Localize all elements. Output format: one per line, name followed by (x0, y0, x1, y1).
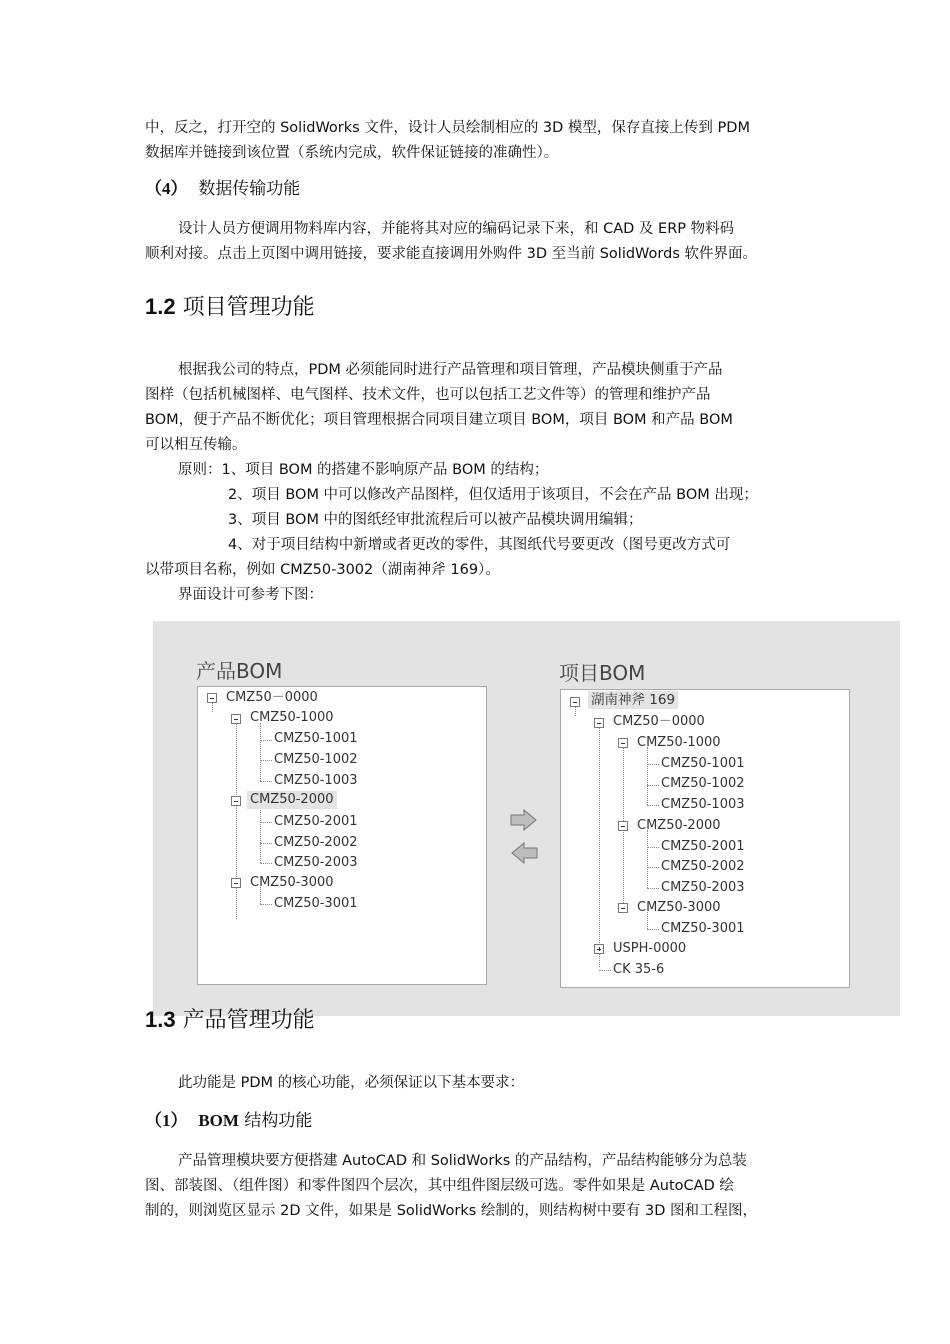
subsection-heading: （4） 数据传输功能 (145, 179, 301, 199)
tree-node[interactable]: CMZ50-1003 (661, 797, 745, 812)
tree-node[interactable]: CMZ50-1001 (661, 756, 745, 771)
paragraph-line: 数据库并链接到该位置（系统内完成，软件保证链接的准确性）。 (145, 145, 559, 161)
tree-node[interactable]: CMZ50-1002 (274, 752, 358, 767)
tree-node[interactable]: CMZ50-3000 (250, 875, 334, 890)
expand-icon[interactable] (594, 944, 604, 954)
paragraph-line: 图、部装图、（组件图）和零件图四个层次，其中组件图层级可选。零件如果是 AutoCAD 绘 (145, 1178, 734, 1194)
collapse-icon[interactable] (594, 718, 604, 728)
paragraph-line: 根据我公司的特点，PDM 必须能同时进行产品管理和项目管理，产品模块侧重于产品 (178, 362, 723, 378)
tree-node[interactable]: CMZ50-2001 (661, 839, 745, 854)
paragraph-line: BOM，便于产品不断优化；项目管理根据合同项目建立项目 BOM，项目 BOM 和产品 BOM (145, 412, 733, 428)
bom-figure (153, 621, 900, 1016)
tree-node[interactable]: USPH-0000 (613, 941, 687, 956)
paragraph-line: 4、对于项目结构中新增或者更改的零件，其图纸代号要更改（图号更改方式可 (228, 537, 731, 553)
tree-node[interactable]: CMZ50－0000 (226, 690, 318, 705)
tree-node[interactable]: CMZ50-1001 (274, 731, 358, 746)
tree-node[interactable]: CMZ50-3000 (637, 900, 721, 915)
tree-node[interactable]: CMZ50-2003 (661, 880, 745, 895)
tree-node[interactable]: CMZ50－0000 (613, 714, 705, 729)
tree-node[interactable]: CMZ50-3001 (661, 921, 745, 936)
collapse-icon[interactable] (618, 903, 628, 913)
collapse-icon[interactable] (207, 693, 217, 703)
tree-node[interactable]: CMZ50-2000 (637, 818, 721, 833)
section-heading: 1.3 产品管理功能 (145, 1007, 315, 1033)
paragraph-line: 可以相互传输。 (145, 437, 247, 453)
tree-node[interactable]: CMZ50-2003 (274, 855, 358, 870)
section-heading: 1.2 项目管理功能 (145, 294, 315, 320)
paragraph-line: 界面设计可参考下图： (178, 587, 323, 603)
subsection-heading: （1） BOM 结构功能 (145, 1111, 313, 1131)
transfer-arrows-icon[interactable] (508, 808, 540, 868)
tree-node-selected[interactable]: CMZ50-2000 (247, 791, 337, 809)
paragraph-line: 以带项目名称，例如 CMZ50-3002（湖南神斧 169）。 (145, 562, 500, 578)
product-bom-title: 产品BOM (196, 659, 283, 683)
collapse-icon[interactable] (570, 697, 580, 707)
paragraph-line: 制的，则浏览区显示 2D 文件，如果是 SolidWorks 绘制的，则结构树中要有 3D 图和工程图， (145, 1203, 758, 1219)
paragraph-line: 3、项目 BOM 中的图纸经审批流程后可以被产品模块调用编辑； (228, 512, 643, 528)
tree-node[interactable]: CMZ50-1000 (250, 710, 334, 725)
paragraph-line: 产品管理模块要方便搭建 AutoCAD 和 SolidWorks 的产品结构，产品结构能够分为总装 (178, 1153, 747, 1169)
tree-node[interactable]: CK 35-6 (613, 962, 665, 977)
paragraph-line: 中，反之，打开空的 SolidWorks 文件，设计人员绘制相应的 3D 模型，保存直接上传到 PDM (145, 120, 750, 136)
tree-node[interactable]: CMZ50-2001 (274, 814, 358, 829)
paragraph-line: 此功能是 PDM 的核心功能，必须保证以下基本要求： (178, 1075, 525, 1091)
tree-node[interactable]: CMZ50-1003 (274, 773, 358, 788)
tree-node[interactable]: CMZ50-1002 (661, 776, 745, 791)
tree-node[interactable]: CMZ50-2002 (274, 835, 358, 850)
project-bom-title: 项目BOM (559, 661, 646, 685)
project-bom-tree[interactable] (560, 689, 850, 988)
paragraph-line: 图样（包括机械图样、电气图样、技术文件，也可以包括工艺文件等）的管理和维护产品 (145, 387, 711, 403)
collapse-icon[interactable] (618, 738, 628, 748)
paragraph-line: 原则：1、项目 BOM 的搭建不影响原产品 BOM 的结构； (178, 462, 549, 478)
paragraph-line: 顺利对接。点击上页图中调用链接，要求能直接调用外购件 3D 至当前 SolidWords 软件界面。 (145, 246, 757, 262)
collapse-icon[interactable] (231, 714, 241, 724)
tree-node[interactable]: CMZ50-2002 (661, 859, 745, 874)
tree-node-selected[interactable]: 湖南神斧 169 (588, 691, 678, 709)
tree-node[interactable]: CMZ50-3001 (274, 896, 358, 911)
tree-node[interactable]: CMZ50-1000 (637, 735, 721, 750)
collapse-icon[interactable] (231, 878, 241, 888)
paragraph-line: 设计人员方便调用物料库内容，并能将其对应的编码记录下来，和 CAD 及 ERP 物料码 (178, 221, 735, 237)
product-bom-tree[interactable] (197, 686, 487, 985)
paragraph-line: 2、项目 BOM 中可以修改产品图样，但仅适用于该项目，不会在产品 BOM 出现； (228, 487, 758, 503)
collapse-icon[interactable] (618, 821, 628, 831)
collapse-icon[interactable] (231, 796, 241, 806)
